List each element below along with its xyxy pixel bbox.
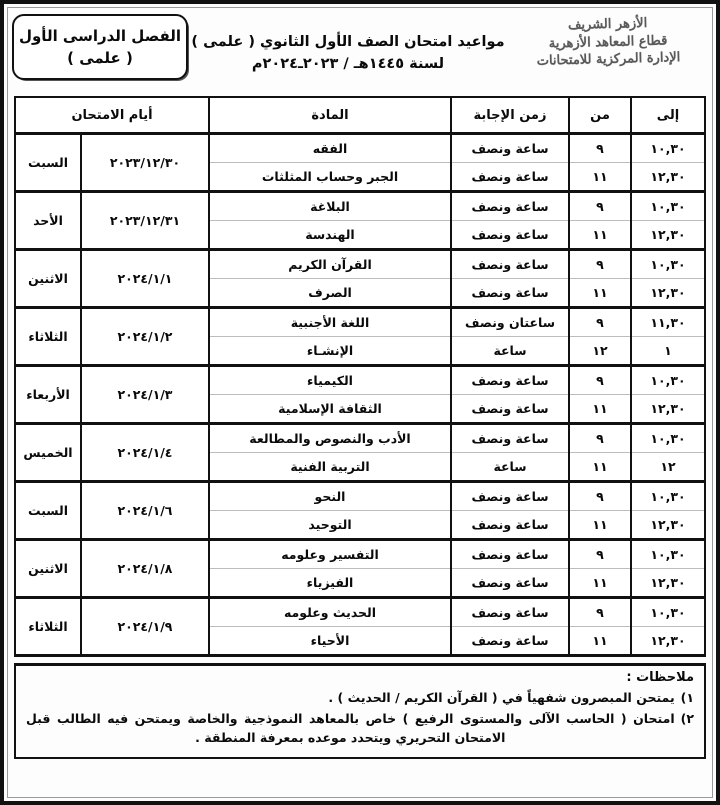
cell-date: ٢٠٢٤/١/٣ — [81, 366, 209, 424]
note-item — [26, 689, 694, 708]
notes-section — [14, 663, 706, 759]
cell-duration: ساعة ونصف — [451, 192, 569, 221]
cell-duration: ساعة ونصف — [451, 221, 569, 250]
exam-schedule-table — [14, 96, 706, 657]
column-header-exam-days: أيام الامتحان — [15, 97, 209, 134]
title-year: لسنة ١٤٤٥هـ / ٢٠٢٣ـ٢٠٢٤م — [251, 56, 445, 72]
day-block — [15, 250, 705, 308]
note-number: ١) — [680, 690, 694, 705]
cell-duration: ساعة ونصف — [451, 250, 569, 279]
cell-from: ٩ — [569, 192, 631, 221]
cell-date: ٢٠٢٣/١٢/٣٠ — [81, 134, 209, 192]
cell-from: ١٢ — [569, 337, 631, 366]
cell-date: ٢٠٢٣/١٢/٣١ — [81, 192, 209, 250]
cell-duration: ساعة ونصف — [451, 163, 569, 192]
cell-day: السبت — [15, 134, 81, 192]
cell-day: الأحد — [15, 192, 81, 250]
cell-duration: ساعة ونصف — [451, 627, 569, 656]
cell-to: ١ — [631, 337, 705, 366]
cell-date: ٢٠٢٤/١/٢ — [81, 308, 209, 366]
cell-duration: ساعة — [451, 337, 569, 366]
table-row — [15, 192, 705, 221]
schedule-table-container — [4, 96, 716, 657]
cell-to: ١٠,٣٠ — [631, 424, 705, 453]
cell-to: ١٠,٣٠ — [631, 134, 705, 163]
cell-from: ٩ — [569, 250, 631, 279]
cell-duration: ساعة ونصف — [451, 134, 569, 163]
cell-day: الثلاثاء — [15, 598, 81, 656]
table-row — [15, 250, 705, 279]
note-text: يمتحن المبصرون شفهياً في ( القرآن الكريم / الحديث ) . — [328, 690, 675, 705]
column-header-duration: زمن الإجابة — [451, 97, 569, 134]
cell-from: ١١ — [569, 511, 631, 540]
table-row — [15, 424, 705, 453]
cell-from: ١١ — [569, 395, 631, 424]
cell-from: ٩ — [569, 308, 631, 337]
table-row — [15, 598, 705, 627]
notes-list — [26, 689, 694, 747]
org-line-1: الأزهر الشريف — [567, 15, 648, 34]
cell-duration: ساعتان ونصف — [451, 308, 569, 337]
cell-to: ١٠,٣٠ — [631, 540, 705, 569]
day-block — [15, 598, 705, 656]
cell-to: ١٠,٣٠ — [631, 598, 705, 627]
term-badge — [12, 14, 188, 80]
cell-subject: الإنشـاء — [209, 337, 451, 366]
cell-subject: الكيمياء — [209, 366, 451, 395]
page-header — [4, 4, 716, 96]
cell-to: ١٠,٣٠ — [631, 192, 705, 221]
note-number: ٢) — [680, 710, 694, 726]
column-header-subject: المادة — [209, 97, 451, 134]
day-block — [15, 540, 705, 598]
column-header-to: إلى — [631, 97, 705, 134]
cell-day: الخميس — [15, 424, 81, 482]
page-title — [188, 10, 508, 72]
cell-from: ٩ — [569, 540, 631, 569]
table-row — [15, 366, 705, 395]
cell-to: ١٢,٣٠ — [631, 511, 705, 540]
cell-to: ١٢,٣٠ — [631, 221, 705, 250]
cell-duration: ساعة ونصف — [451, 424, 569, 453]
cell-duration: ساعة ونصف — [451, 395, 569, 424]
cell-subject: الهندسة — [209, 221, 451, 250]
cell-subject: الثقافة الإسلامية — [209, 395, 451, 424]
cell-subject: التوحيد — [209, 511, 451, 540]
cell-duration: ساعة ونصف — [451, 540, 569, 569]
cell-from: ٩ — [569, 482, 631, 511]
cell-subject: الجبر وحساب المثلثات — [209, 163, 451, 192]
table-row — [15, 540, 705, 569]
cell-from: ١١ — [569, 163, 631, 192]
table-row — [15, 482, 705, 511]
cell-subject: الأحياء — [209, 627, 451, 656]
cell-duration: ساعة — [451, 453, 569, 482]
cell-to: ١١,٣٠ — [631, 308, 705, 337]
cell-duration: ساعة ونصف — [451, 279, 569, 308]
table-head — [15, 97, 705, 134]
cell-subject: اللغة الأجنبية — [209, 308, 451, 337]
table-row — [15, 308, 705, 337]
cell-subject: الحديث وعلومه — [209, 598, 451, 627]
cell-day: السبت — [15, 482, 81, 540]
org-line-2: قطاع المعاهد الأزهرية — [548, 32, 668, 52]
cell-duration: ساعة ونصف — [451, 569, 569, 598]
organization-heading — [507, 7, 708, 71]
cell-from: ١١ — [569, 453, 631, 482]
cell-subject: الفقه — [209, 134, 451, 163]
cell-from: ٩ — [569, 598, 631, 627]
cell-from: ١١ — [569, 569, 631, 598]
cell-subject: النحو — [209, 482, 451, 511]
cell-subject: التفسير وعلومه — [209, 540, 451, 569]
column-header-from: من — [569, 97, 631, 134]
day-block — [15, 134, 705, 192]
cell-duration: ساعة ونصف — [451, 482, 569, 511]
cell-subject: الفيزياء — [209, 569, 451, 598]
table-header-row — [15, 97, 705, 134]
cell-to: ١٠,٣٠ — [631, 366, 705, 395]
cell-date: ٢٠٢٤/١/٤ — [81, 424, 209, 482]
cell-day: الاثنين — [15, 250, 81, 308]
cell-to: ١٢,٣٠ — [631, 279, 705, 308]
cell-day: الاثنين — [15, 540, 81, 598]
cell-date: ٢٠٢٤/١/١ — [81, 250, 209, 308]
cell-to: ١٢,٣٠ — [631, 395, 705, 424]
cell-duration: ساعة ونصف — [451, 511, 569, 540]
note-item — [26, 710, 694, 748]
day-block — [15, 366, 705, 424]
cell-to: ١٠,٣٠ — [631, 250, 705, 279]
cell-to: ١٢,٣٠ — [631, 163, 705, 192]
cell-to: ١٢,٣٠ — [631, 627, 705, 656]
cell-subject: الأدب والنصوص والمطالعة — [209, 424, 451, 453]
cell-date: ٢٠٢٤/١/٩ — [81, 598, 209, 656]
cell-from: ١١ — [569, 221, 631, 250]
cell-to: ١٢ — [631, 453, 705, 482]
cell-from: ١١ — [569, 627, 631, 656]
cell-date: ٢٠٢٤/١/٨ — [81, 540, 209, 598]
day-block — [15, 192, 705, 250]
cell-to: ١٢,٣٠ — [631, 569, 705, 598]
cell-subject: القرآن الكريم — [209, 250, 451, 279]
note-text: امتحان ( الحاسب الآلى والمستوى الرفيع ) خاص بالمعاهد النموذجية والخاصة ويمتحن فيه الطالب قبل الامتحان التحريري ويتحدد موعده بمعرفة المنطقة . — [26, 710, 675, 745]
cell-from: ٩ — [569, 366, 631, 395]
term-badge-term: الفصل الدراسى الأول — [18, 27, 182, 45]
table-row — [15, 134, 705, 163]
day-block — [15, 424, 705, 482]
cell-duration: ساعة ونصف — [451, 366, 569, 395]
cell-subject: البلاغة — [209, 192, 451, 221]
cell-subject: الصرف — [209, 279, 451, 308]
cell-from: ٩ — [569, 134, 631, 163]
cell-day: الأربعاء — [15, 366, 81, 424]
cell-day: الثلاثاء — [15, 308, 81, 366]
cell-from: ١١ — [569, 279, 631, 308]
day-block — [15, 482, 705, 540]
title-main: مواعيد امتحان الصف الأول الثانوي ( علمى ) — [191, 34, 505, 50]
cell-from: ٩ — [569, 424, 631, 453]
notes-title: ملاحظات : — [626, 670, 694, 685]
cell-to: ١٠,٣٠ — [631, 482, 705, 511]
term-badge-track: ( علمى ) — [67, 49, 133, 67]
cell-date: ٢٠٢٤/١/٦ — [81, 482, 209, 540]
cell-duration: ساعة ونصف — [451, 598, 569, 627]
cell-subject: التربية الفنية — [209, 453, 451, 482]
org-line-3: الإدارة المركزية للامتحانات — [536, 50, 681, 69]
day-block — [15, 308, 705, 366]
